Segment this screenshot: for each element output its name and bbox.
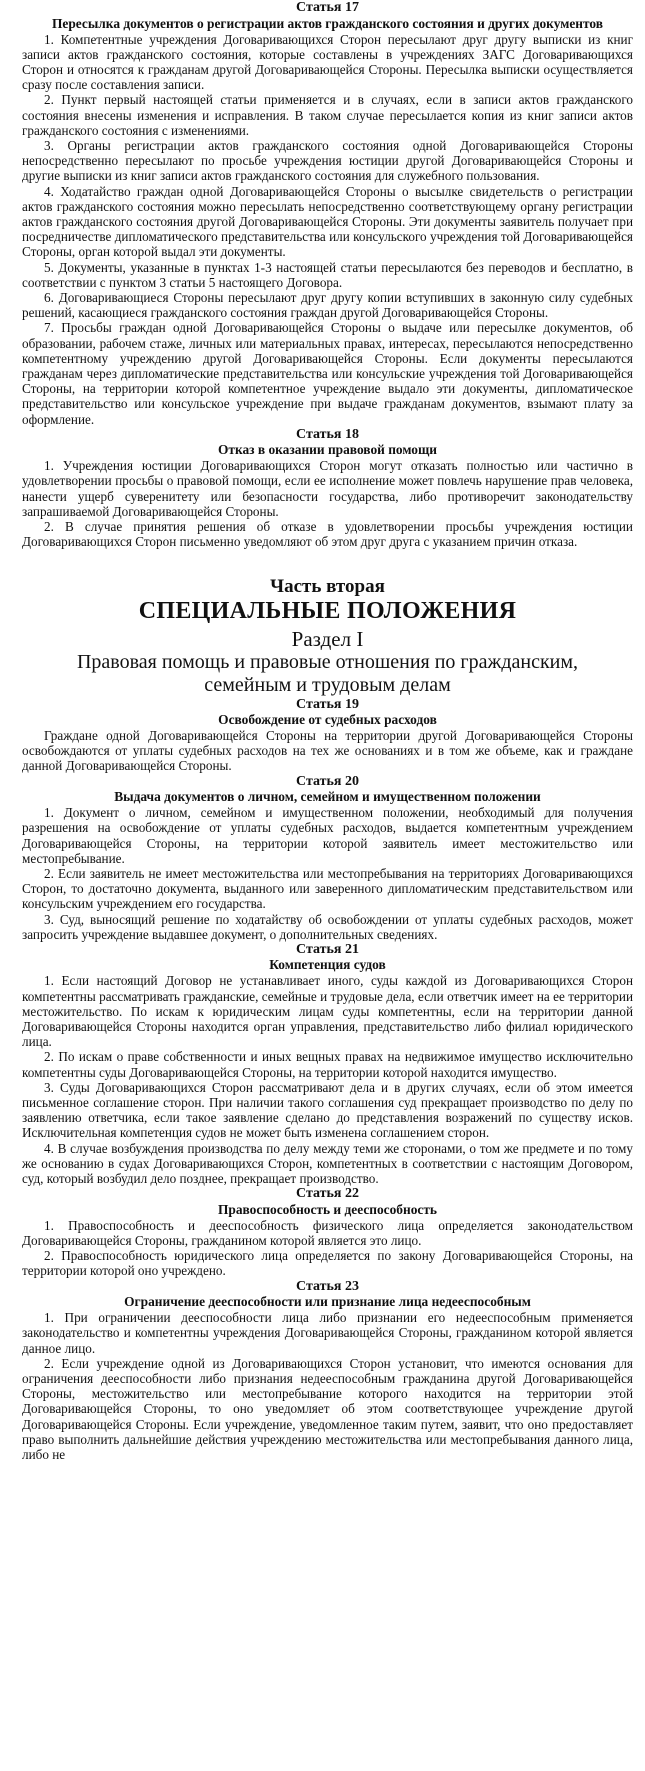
article-paragraph: 2. В случае принятия решения об отказе в удовлетворении просьбы учреждения юстиции Договаривающихся Сторон письменно уведомляют об этом друг друга с указанием причин отказа. <box>22 519 633 550</box>
article-paragraph: 7. Просьбы граждан одной Договаривающейся Стороны о выдаче или пересылке документов, об образовании, рабочем стаже, личных или материальных правах, интересах, пересылаются непосредственно компетентному учреждению другой Договаривающейся Стороны. Если документы пересылаются гражданам через дипломатические представительства или консульские учреждения той Договаривающейся Стороны, на территории которой компетентное учреждение выдало эти документы, дипломатическое представительство или консульское учреждение при выдаче гражданам документов, взымают плату за оформление. <box>22 320 633 427</box>
article-title: Пересылка документов о регистрации актов гражданского состояния и других документов <box>51 15 604 31</box>
article-17 <box>22 0 633 427</box>
article-paragraph: 2. Правоспособность юридического лица определяется по закону Договаривающейся Стороны, на территории которой оно учреждено. <box>22 1248 633 1279</box>
article-paragraph: 1. Учреждения юстиции Договаривающихся Сторон могут отказать полностью или частично в удовлетворении просьбы о правовой помощи, если ее исполнение может повлечь нарушение прав человека, нанести ущерб суверенитету или безопасности государства, либо противоречит законодательству запрашиваемой Договаривающейся Стороны. <box>22 458 633 519</box>
article-paragraph: 1. При ограничении дееспособности лица либо признании его недееспособным применяется законодательство и компетентны учреждения Договаривающейся Стороны, гражданином которой является данное лицо. <box>22 1310 633 1356</box>
part-title: СПЕЦИАЛЬНЫЕ ПОЛОЖЕНИЯ <box>138 597 517 624</box>
article-paragraph: 5. Документы, указанные в пунктах 1-3 настоящей статьи пересылаются без переводов и бесплатно, в соответствии с пунктом 3 статьи 5 настоящего Договора. <box>22 259 633 290</box>
article-paragraph: 2. Пункт первый настоящей статьи применяется и в случаях, если в записи актов гражданского состояния внесены изменения и исправления. В таком случае пересылается копия из книг записи актов гражданского состояния с изменениями. <box>22 92 633 138</box>
article-title: Ограничение дееспособности или признание лица недееспособным <box>124 1294 531 1310</box>
part-label: Часть вторая <box>270 575 385 597</box>
document-body <box>22 0 633 1462</box>
article-title: Освобождение от судебных расходов <box>218 712 437 727</box>
article-paragraph: 1. Документ о личном, семейном и имущественном положении, необходимый для получения разрешения на освобождение от уплаты судебных расходов, выдается компетентным учреждением Договаривающейся Стороны, на территории которой заявитель имеет местожительство или местопребывание. <box>22 805 633 866</box>
article-paragraph: 1. Компетентные учреждения Договаривающихся Сторон пересылают друг другу выписки из книг записи актов гражданского состояния, которые составлены в учреждениях ЗАГС Договаривающихся Сторон и относятся к гражданам другой Договаривающейся Стороны. Пересылка выписки осуществляется сразу после составления записи. <box>22 31 633 93</box>
article-21 <box>22 942 633 1186</box>
article-title: Компетенция судов <box>269 957 386 973</box>
section-title <box>22 651 633 697</box>
article-23 <box>22 1279 633 1463</box>
article-label: Статья 23 <box>296 1278 359 1294</box>
article-paragraph: 2. Если заявитель не имеет местожительства или местопребывания на территориях Договаривающихся Сторон, то достаточно документа, выданного или заверенного дипломатическим представительством или консульским учреждением его государства. <box>22 865 633 912</box>
article-paragraph: 3. Суды Договаривающихся Сторон рассматривают дела и в других случаях, если об этом имеется письменное соглашение сторон. При наличии такого соглашения суд прекращает производство по делу по заявлению ответчика, если такое заявление сделано до представления возражений по существу исков. Исключительная компетенция судов не может быть изменена соглашением сторон. <box>22 1079 633 1141</box>
article-label: Статья 19 <box>296 696 359 712</box>
article-paragraph: Граждане одной Договаривающейся Стороны на территории другой Договаривающейся Стороны освобождаются от уплаты судебных расходов на тех же основаниях и в том же объеме, как и граждане данной Договаривающейся Стороны. <box>22 728 633 774</box>
article-label: Статья 20 <box>296 773 359 789</box>
article-label: Статья 22 <box>296 1186 359 1202</box>
article-label: Статья 18 <box>296 426 359 442</box>
article-paragraph: 1. Если настоящий Договор не устанавливает иного, суды каждой из Договаривающихся Сторон компетентны рассматривать гражданские, семейные и трудовые дела, если ответчик имеет на ее территории местожительство. По искам к юридическим лицам суды компетентны, если на территории данной Договаривающейся Стороны находится орган управления, представительство либо филиал юридического лица. <box>22 973 633 1050</box>
article-paragraph: 4. В случае возбуждения производства по делу между теми же сторонами, о том же предмете и по тому же основанию в судах Договаривающихся Сторон, компетентных в соответствии с настоящим Договором, суд, который возбудил дело позднее, прекращает производство. <box>22 1140 633 1187</box>
article-label: Статья 17 <box>296 0 359 15</box>
article-title: Правоспособность и дееспособность <box>217 1201 438 1217</box>
section-title-line: семейным и трудовым делам <box>204 673 451 696</box>
article-paragraph: 1. Правоспособность и дееспособность физического лица определяется законодательством Договаривающейся Стороны, гражданином которой является это лицо. <box>22 1217 633 1248</box>
article-paragraph: 2. По искам о праве собственности и иных вещных правах на недвижимое имущество исключительно компетентны суды Договаривающейся Стороны, на территории которой находится имущество. <box>22 1049 633 1080</box>
article-paragraph: 2. Если учреждение одной из Договаривающихся Сторон установит, что имеются основания для ограничения дееспособности либо признания недееспособным гражданина другой Договаривающейся Стороны, местожительство или местопребывание которого находится на территории этой Договаривающейся Стороны, то оно уведомляет об этом соответствующее учреждение другой Договаривающейся Стороны. Если учреждение, уведомленное таким путем, заявит, что оно предоставляет право выполнить дальнейшие действия учреждению местожительства или местопребывания данного лица, либо не <box>22 1355 633 1462</box>
article-label: Статья 21 <box>296 941 359 957</box>
article-paragraph: 4. Ходатайство граждан одной Договаривающейся Стороны о высылке свидетельств о регистрации актов гражданского состояния можно пересылать непосредственно соответствующему органу регистрации актов гражданского состояния другой Договаривающейся Стороны. Эти документы заявитель получает при посредничестве дипломатического представительства или консульского учреждения той Договаривающейся Стороны, орган которой выдал эти документы. <box>22 183 633 260</box>
article-paragraph: 3. Органы регистрации актов гражданского состояния одной Договаривающейся Стороны непосредственно пересылают по просьбе учреждения юстиции другой Договаривающейся Стороны и другие выписки из книг записи актов гражданского состояния для служебного пользования. <box>22 137 633 184</box>
article-18 <box>22 427 633 550</box>
article-paragraph: 6. Договаривающиеся Стороны пересылают друг другу копии вступивших в законную силу судебных решений, касающиеся гражданского состояния граждан другой Договаривающейся Стороны. <box>22 289 633 321</box>
article-title: Отказ в оказании правовой помощи <box>217 442 438 458</box>
article-title: Выдача документов о личном, семейном и имущественном положении <box>114 789 541 805</box>
spacer <box>22 550 633 572</box>
article-paragraph: 3. Суд, выносящий решение по ходатайству об освобождении от уплаты судебных расходов, может запросить учреждение выдавшее документ, о дополнительных сведениях. <box>22 911 633 942</box>
article-22 <box>22 1186 633 1278</box>
article-20 <box>22 774 633 942</box>
article-19 <box>22 697 633 774</box>
part-heading <box>22 576 633 625</box>
section-label: Раздел I <box>291 626 364 651</box>
section-heading <box>22 627 633 697</box>
section-title-line: Правовая помощь и правовые отношения по гражданским, <box>76 650 579 673</box>
